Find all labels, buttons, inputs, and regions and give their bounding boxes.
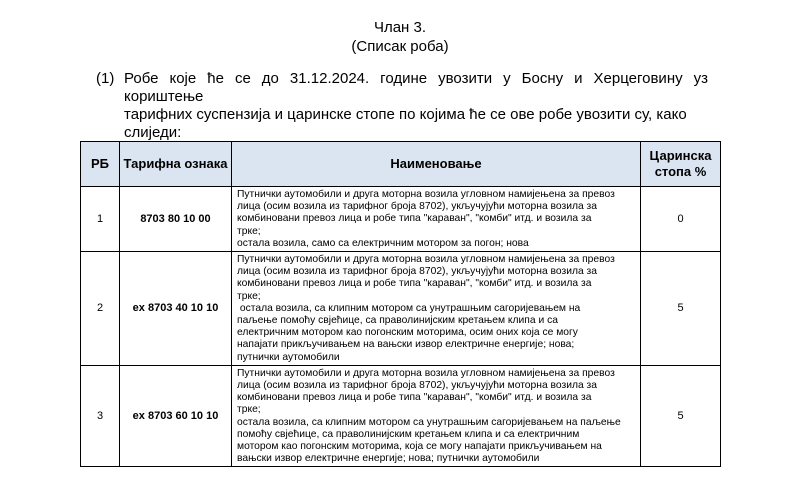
header-tariff: Тарифна ознака [120,142,232,187]
description-line: лица (осим возила из тарифног броја 8702), укључујући моторна возила за [237,201,598,213]
article-subtitle: (Списак роба) [351,38,449,55]
description-line: мотором као погонским моторима, која се могу напајати прикључивањем на [237,441,602,453]
header-name: Наименовање [232,142,641,187]
description-line: остала возила, само са електричним мотором за погон; нова [237,237,529,249]
cell-tariff: ex 8703 40 10 10 [120,252,232,366]
description-line: лица (осим возила из тарифног броја 8702), укључујући моторна возила за [237,380,598,392]
description-line: Путнички аутомобили и друга моторна возила угловном намијењена за превоз [237,367,615,379]
cell-description [232,252,641,366]
description-line: комбиновани превоз лица и робе типа "караван", "комби" итд. и возила за [237,213,592,225]
cell-tariff: ex 8703 60 10 10 [120,365,232,467]
cell-duty: 5 [641,252,721,366]
cell-rb: 1 [81,187,120,252]
description-line: путнички аутомобили [237,351,340,363]
description-line: трке; [237,404,261,416]
description-line: трке; [237,290,261,302]
description-line: паљење помоћу свјећице, са праволинијским кретањем клипа и са [237,315,558,327]
description-line: електричним мотором као погонским моторима, осим оних која се могу [237,327,578,339]
paragraph-line: Робе које ће се до 31.12.2024. године увозити у Босну и Херцеговину уз кориштење [124,70,708,105]
header-rb: РБ [81,142,120,187]
description-line: напајати прикључивањем на вањски извор електричне енергије; нова; [237,339,575,351]
description-line: помоћу свјећице, са праволинијским кретањем клипа и са електричним [237,428,580,440]
paragraph-1 [96,70,708,142]
paragraph-line: слиједи: [124,124,182,141]
cell-description [232,187,641,252]
table-header-row [81,142,721,187]
cell-duty: 0 [641,187,721,252]
description-line: остала возила, са клипним мотором са унутрашњим сагоријевањем на паљење [237,416,621,428]
table-row [81,252,721,366]
header-duty: Царинска стопа % [641,142,721,187]
description-line: трке; [237,225,261,237]
description-line: лица (осим возила из тарифног броја 8702), укључујући моторна возила за [237,266,598,278]
article-title: Члан 3. [373,19,427,36]
description-line: остала возила, са клипним мотором са унутрашњим сагоријевањем на [237,302,581,314]
cell-rb: 3 [81,365,120,467]
cell-description [232,365,641,467]
description-line: Путнички аутомобили и друга моторна возила угловном намијењена за превоз [237,254,615,266]
description-line: комбиновани превоз лица и робе типа "караван", "комби" итд. и возила за [237,278,592,290]
cell-tariff: 8703 80 10 00 [120,187,232,252]
table-row [81,187,721,252]
table-row [81,365,721,467]
description-line: комбиновани превоз лица и робе типа "караван", "комби" итд. и возила за [237,392,592,404]
description-line: Путнички аутомобили и друга моторна возила угловном намијењена за превоз [237,189,615,200]
paragraph-number: (1) [96,70,115,87]
cell-rb: 2 [81,252,120,366]
cell-duty: 5 [641,365,721,467]
goods-table [80,141,721,467]
description-line: вањски извор електричне енергије; нова; путнички аутомобили [237,453,540,465]
paragraph-text [124,70,708,142]
paragraph-line: тарифних суспензија и царинске стопе по којима ће се ове робе увозити су, како [124,106,687,123]
